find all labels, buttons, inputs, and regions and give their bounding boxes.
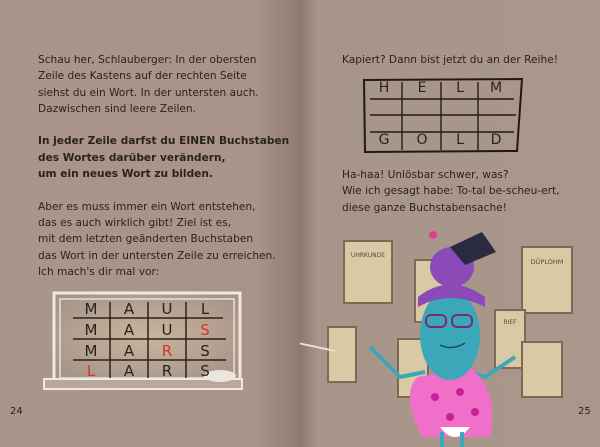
text-line: das es auch wirklich gibt! Ziel ist es, — [38, 216, 232, 229]
text-line: diese ganze Buchstabensache! — [342, 201, 507, 214]
chalkboard-letter: M — [84, 321, 98, 339]
certificate-title: DÜPLOHM — [530, 258, 564, 266]
intro-text: Kapiert? Dann bist jetzt du an der Reihe! — [342, 54, 558, 66]
chalkboard-letter: A — [123, 300, 135, 318]
chalkboard-letter: R — [161, 342, 173, 360]
puzzle-letter: L — [456, 132, 464, 148]
text-line: Wie ich gesagt habe: To-tal be-scheu-ert, — [342, 185, 560, 198]
chalkboard-letter: R — [161, 362, 173, 380]
certificate-title: RIEF — [503, 319, 517, 326]
chalkboard-letter: S — [200, 321, 210, 339]
page-number: 24 — [10, 406, 23, 417]
puzzle-letter: G — [378, 132, 390, 148]
text-line: Ich mach's dir mal vor: — [38, 265, 160, 278]
chalkboard-letter: A — [123, 342, 135, 360]
puzzle-letter: D — [490, 132, 502, 148]
chalkboard-letter: L — [86, 362, 96, 380]
puzzle-letter: H — [378, 80, 390, 96]
chalkboard-letter: M — [84, 342, 98, 360]
chalkboard-letter: S — [200, 362, 210, 380]
page-number: 25 — [578, 406, 591, 417]
puzzle-letter: E — [417, 80, 427, 96]
puzzle-letter: M — [489, 80, 503, 96]
text-line: siehst du ein Wort. In der untersten auch. — [38, 86, 259, 99]
chalkboard — [40, 288, 245, 393]
chalkboard-letter: A — [123, 362, 135, 380]
text-line: das Wort in der untersten Zeile zu erreichen. — [38, 249, 276, 262]
text-line: Zeile des Kastens auf der rechten Seite — [38, 70, 247, 83]
chalkboard-letter: A — [123, 321, 135, 339]
text-line: In jeder Zeile darfst du EINEN Buchstaben — [38, 135, 290, 148]
text-line: Aber es muss immer ein Wort entstehen, — [38, 200, 256, 213]
teacher-illustration — [300, 227, 600, 447]
chalkboard-letter: U — [161, 300, 173, 318]
text-line: Ha-haa! Unlösbar schwer, was? — [342, 169, 509, 181]
chalkboard-letter: S — [200, 342, 210, 360]
chalkboard-letter: M — [84, 300, 98, 318]
text-line: um ein neues Wort zu bilden. — [38, 168, 213, 181]
certificate-title: UHRKUNDE — [350, 252, 386, 259]
puzzle-letter: O — [416, 132, 428, 148]
text-line: Schau her, Schlauberger: In der obersten — [38, 54, 257, 66]
right-page — [300, 0, 600, 447]
chalkboard-letter: U — [161, 321, 173, 339]
left-text — [38, 52, 289, 280]
text-line: des Wortes darüber verändern, — [38, 151, 226, 164]
right-text — [342, 167, 560, 216]
chalkboard-letter: L — [200, 300, 210, 318]
puzzle-letter: L — [456, 80, 464, 96]
puzzle-grid — [362, 77, 527, 157]
text-line: mit dem letzten geänderten Buchstaben — [38, 233, 254, 246]
text-line: Dazwischen sind leere Zeilen. — [38, 102, 196, 115]
